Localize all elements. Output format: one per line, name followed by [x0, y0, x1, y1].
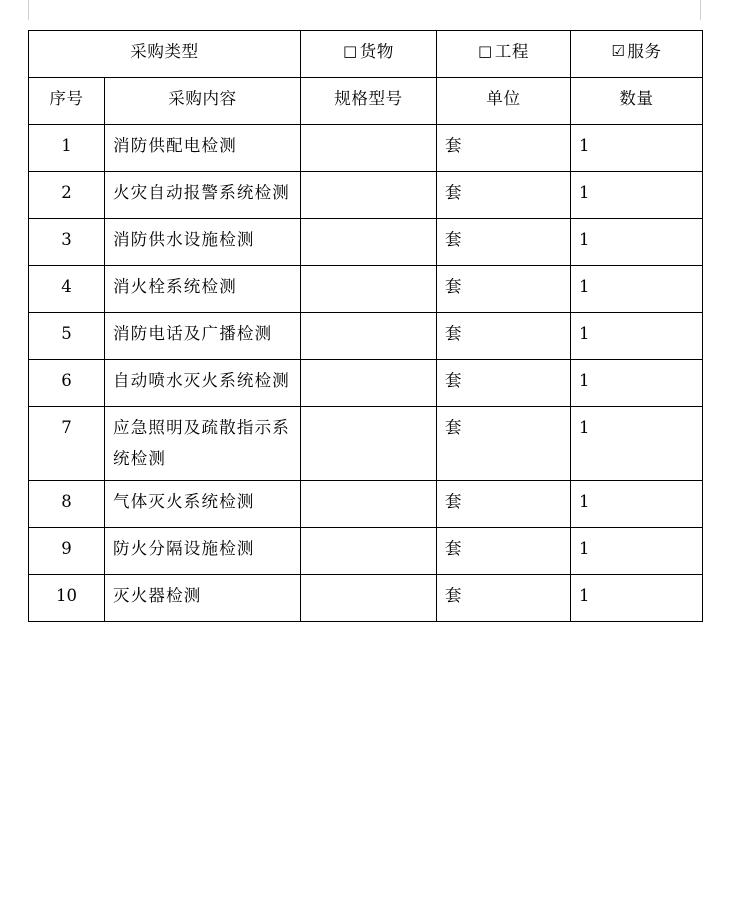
cell-item: 自动喷水灭火系统检测 [105, 360, 301, 407]
cell-spec [301, 313, 437, 360]
checkbox-projects-icon[interactable]: □ [478, 42, 493, 60]
cell-qty: 1 [571, 360, 703, 407]
table-row [29, 125, 703, 172]
column-header-spec: 规格型号 [301, 78, 437, 125]
cell-unit: 套 [437, 360, 571, 407]
table-row [29, 219, 703, 266]
cell-qty: 1 [571, 575, 703, 622]
cell-no: 1 [29, 125, 105, 172]
cell-unit: 套 [437, 528, 571, 575]
checkbox-goods-label: 货物 [359, 42, 394, 61]
checkbox-cell-goods[interactable] [301, 31, 437, 78]
cell-unit: 套 [437, 407, 571, 481]
cell-qty: 1 [571, 266, 703, 313]
cell-unit: 套 [437, 313, 571, 360]
cell-unit: 套 [437, 575, 571, 622]
cell-no: 3 [29, 219, 105, 266]
table-header-row-columns [29, 78, 703, 125]
table-row [29, 481, 703, 528]
cell-no: 9 [29, 528, 105, 575]
checkbox-projects-label: 工程 [494, 42, 529, 61]
cell-spec [301, 481, 437, 528]
page-crop-mark-right [700, 0, 701, 20]
cell-spec [301, 575, 437, 622]
cell-qty: 1 [571, 407, 703, 481]
table-row [29, 313, 703, 360]
cell-item: 气体灭火系统检测 [105, 481, 301, 528]
cell-item: 火灾自动报警系统检测 [105, 172, 301, 219]
checkbox-cell-services[interactable] [571, 31, 703, 78]
table-row [29, 266, 703, 313]
cell-qty: 1 [571, 313, 703, 360]
column-header-item: 采购内容 [105, 78, 301, 125]
cell-item: 消火栓系统检测 [105, 266, 301, 313]
cell-item: 灭火器检测 [105, 575, 301, 622]
cell-unit: 套 [437, 172, 571, 219]
column-header-qty: 数量 [571, 78, 703, 125]
cell-qty: 1 [571, 528, 703, 575]
column-header-no: 序号 [29, 78, 105, 125]
cell-qty: 1 [571, 219, 703, 266]
cell-spec [301, 528, 437, 575]
table-header-row-type [29, 31, 703, 78]
cell-spec [301, 125, 437, 172]
procurement-type-label: 采购类型 [29, 31, 301, 78]
checkbox-goods-icon[interactable]: □ [343, 42, 358, 60]
cell-no: 7 [29, 407, 105, 481]
cell-no: 2 [29, 172, 105, 219]
page-crop-mark-left [28, 0, 29, 20]
cell-item: 防火分隔设施检测 [105, 528, 301, 575]
cell-item: 消防供水设施检测 [105, 219, 301, 266]
cell-spec [301, 266, 437, 313]
table-row [29, 360, 703, 407]
checkbox-services-label: 服务 [627, 42, 662, 61]
table-row [29, 172, 703, 219]
document-body [28, 30, 702, 622]
column-header-unit: 单位 [437, 78, 571, 125]
cell-unit: 套 [437, 266, 571, 313]
cell-item: 消防供配电检测 [105, 125, 301, 172]
cell-qty: 1 [571, 481, 703, 528]
cell-unit: 套 [437, 125, 571, 172]
table-row [29, 407, 703, 481]
cell-spec [301, 219, 437, 266]
table-row [29, 575, 703, 622]
cell-no: 6 [29, 360, 105, 407]
cell-no: 8 [29, 481, 105, 528]
cell-spec [301, 360, 437, 407]
cell-item: 应急照明及疏散指示系统检测 [105, 407, 301, 481]
cell-unit: 套 [437, 481, 571, 528]
cell-item: 消防电话及广播检测 [105, 313, 301, 360]
cell-no: 4 [29, 266, 105, 313]
checkbox-cell-projects[interactable] [437, 31, 571, 78]
cell-unit: 套 [437, 219, 571, 266]
procurement-table [28, 30, 703, 622]
cell-no: 5 [29, 313, 105, 360]
cell-no: 10 [29, 575, 105, 622]
table-row [29, 528, 703, 575]
cell-spec [301, 407, 437, 481]
cell-spec [301, 172, 437, 219]
checkbox-services-icon[interactable]: ☑ [611, 42, 626, 60]
cell-qty: 1 [571, 125, 703, 172]
cell-qty: 1 [571, 172, 703, 219]
